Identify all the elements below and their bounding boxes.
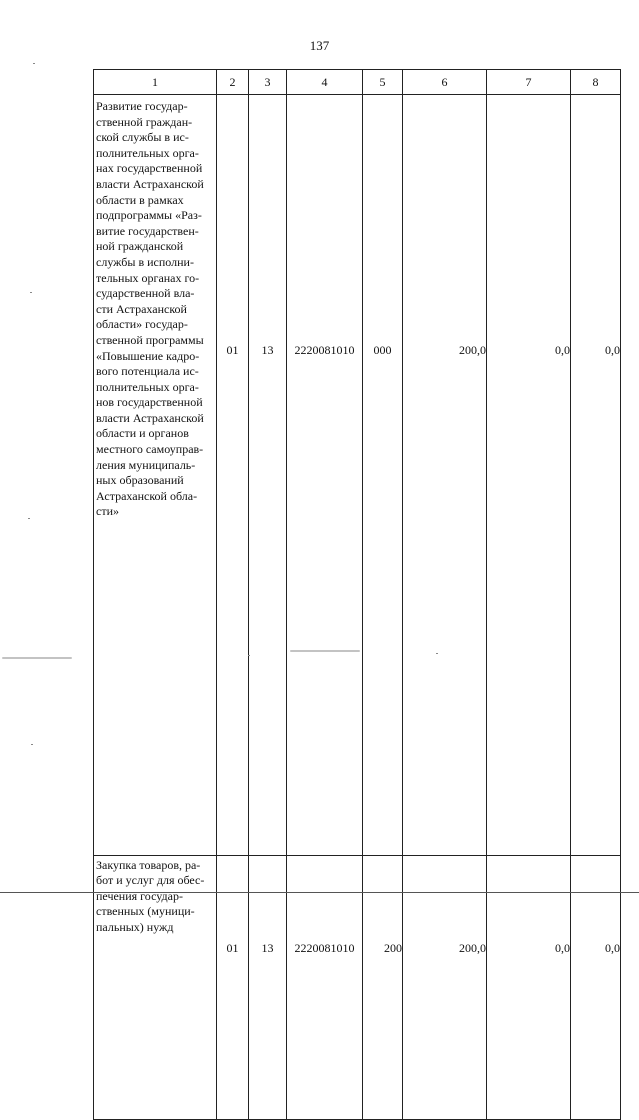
scan-speck [33, 63, 35, 64]
row-amount-1: 200,0 [403, 95, 487, 856]
row-amount-3: 0,0 [571, 856, 621, 1120]
row-amount-3: 0,0 [571, 95, 621, 856]
scan-smudge [290, 650, 360, 652]
scan-speck [31, 744, 33, 745]
row-expense-type: 000 [363, 95, 403, 856]
row-description: Развитие государ- ственной граждан- ской службы в ис- полнительных орга- нах государственной власти Астраханской области в рамках подпрограммы «Раз- витие государствен- ной гражданской службы в исполни- тельных органах го- сударственной вла- сти Астраханской области» государ- ственной программы «Повышение кадро- вого потенциала ис- полнительных орга- нов государственной власти Астраханской области и органов местного самоуправ- ления муниципаль- ных образований Астраханской обла- сти» [94, 95, 217, 856]
scan-speck [436, 653, 438, 654]
row-expense-type: 200 [363, 856, 403, 1120]
row-subsection: 13 [249, 95, 287, 856]
row-section: 01 [217, 856, 249, 1120]
row-target-article: 2220081010 [287, 95, 363, 856]
column-header-4: 4 [287, 70, 363, 95]
column-header-1: 1 [94, 70, 217, 95]
table-row [94, 856, 621, 1120]
column-header-2: 2 [217, 70, 249, 95]
column-header-5: 5 [363, 70, 403, 95]
row-amount-2: 0,0 [487, 95, 571, 856]
table-row [94, 95, 621, 856]
page-bottom-edge [0, 892, 639, 893]
scan-speck [248, 655, 250, 656]
budget-table [93, 69, 621, 1120]
column-header-3: 3 [249, 70, 287, 95]
page-number: 137 [309, 38, 330, 53]
row-description: Закупка товаров, ра- бот и услуг для обес- печения государ- ственных (муници- пальных) нужд [94, 856, 217, 1120]
table-header-row [94, 70, 621, 95]
row-section: 01 [217, 95, 249, 856]
row-amount-1: 200,0 [403, 856, 487, 1120]
column-header-7: 7 [487, 70, 571, 95]
scan-speck [30, 292, 32, 293]
row-amount-2: 0,0 [487, 856, 571, 1120]
scan-smudge [2, 657, 72, 659]
row-subsection: 13 [249, 856, 287, 1120]
column-header-6: 6 [403, 70, 487, 95]
scan-speck [28, 518, 30, 519]
row-target-article: 2220081010 [287, 856, 363, 1120]
column-header-8: 8 [571, 70, 621, 95]
